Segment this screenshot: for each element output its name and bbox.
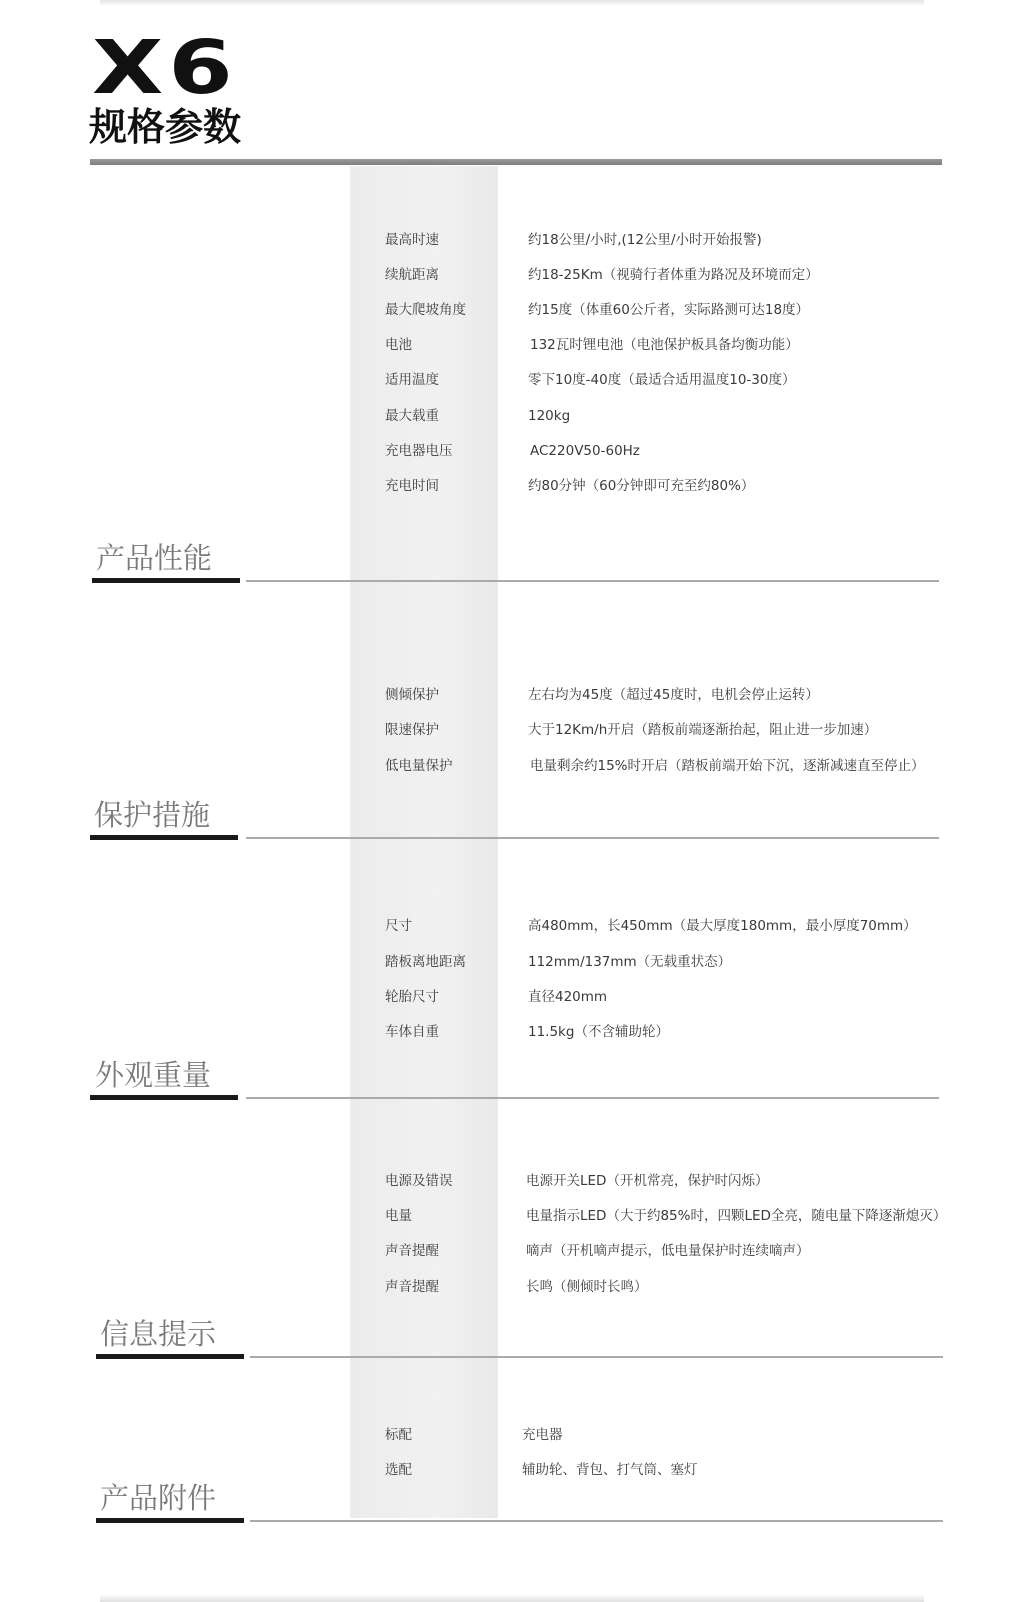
section-divider (246, 580, 939, 582)
page-title: 规格参数 (89, 105, 242, 149)
spec-label: 充电器电压 (385, 443, 453, 459)
bottom-shadow (100, 1594, 924, 1602)
section-divider (246, 837, 939, 839)
section-title-underline (96, 1354, 244, 1359)
spec-value: 充电器 (522, 1427, 563, 1443)
spec-value: 约18公里/小时,(12公里/小时开始报警) (528, 232, 762, 248)
section-title-performance: 产品性能 (96, 541, 213, 575)
spec-value: 电源开关LED（开机常亮，保护时闪烁） (526, 1173, 769, 1189)
spec-value: 11.5kg（不含辅助轮） (528, 1024, 669, 1040)
section-title-appearance: 外观重量 (95, 1058, 212, 1092)
spec-label: 标配 (385, 1427, 412, 1443)
spec-label: 电源及错误 (385, 1173, 453, 1189)
spec-label: 侧倾保护 (385, 687, 439, 703)
spec-label: 选配 (385, 1462, 412, 1478)
spec-label: 踏板离地距离 (385, 954, 466, 970)
header-divider (90, 159, 942, 165)
spec-value: 约18-25Km（视骑行者体重为路况及环境而定） (528, 267, 819, 283)
spec-label: 续航距离 (385, 267, 439, 283)
top-shadow (100, 0, 924, 6)
spec-value: 约80分钟（60分钟即可充至约80%） (528, 478, 755, 494)
spec-label: 车体自重 (385, 1024, 439, 1040)
spec-value: 嘀声（开机嘀声提示，低电量保护时连续嘀声） (526, 1243, 810, 1259)
spec-value: 电量指示LED（大于约85%时，四颗LED全亮，随电量下降逐渐熄灭） (526, 1208, 947, 1224)
model-name: X6 (92, 25, 238, 111)
spec-value: 直径420mm (528, 989, 608, 1005)
spec-value: 120kg (528, 408, 571, 424)
spec-value: 长鸣（侧倾时长鸣） (526, 1279, 648, 1295)
section-divider (246, 1097, 939, 1099)
spec-label: 最高时速 (385, 232, 439, 248)
spec-label: 声音提醒 (385, 1243, 439, 1259)
section-divider (250, 1520, 943, 1522)
section-title-underline (90, 835, 238, 840)
spec-value: 电量剩余约15%时开启（踏板前端开始下沉，逐渐减速直至停止） (530, 758, 925, 774)
spec-value: 112mm/137mm（无载重状态） (528, 954, 732, 970)
section-title-underline (92, 578, 240, 583)
spec-value: 约15度（体重60公斤者，实际路测可达18度） (528, 302, 810, 318)
spec-value: 大于12Km/h开启（踏板前端逐渐抬起，阻止进一步加速） (528, 722, 878, 738)
spec-label: 充电时间 (385, 478, 439, 494)
section-divider (250, 1356, 943, 1358)
spec-label: 限速保护 (385, 722, 439, 738)
spec-label: 适用温度 (385, 372, 439, 388)
spec-value: 高480mm，长450mm（最大厚度180mm，最小厚度70mm） (528, 918, 917, 934)
section-title-protection: 保护措施 (94, 798, 211, 832)
spec-label: 电池 (385, 337, 412, 353)
section-title-underline (96, 1518, 244, 1523)
spec-label: 声音提醒 (385, 1279, 439, 1295)
spec-label: 最大爬坡角度 (385, 302, 466, 318)
spec-label: 电量 (385, 1208, 412, 1224)
spec-label: 尺寸 (385, 918, 412, 934)
spec-value: 左右均为45度（超过45度时，电机会停止运转） (528, 687, 819, 703)
spec-label: 轮胎尺寸 (385, 989, 439, 1005)
spec-value: 零下10度-40度（最适合适用温度10-30度） (528, 372, 796, 388)
section-title-accessories: 产品附件 (100, 1481, 217, 1515)
spec-label: 低电量保护 (385, 758, 453, 774)
spec-value: 辅助轮、背包、打气筒、塞灯 (522, 1462, 698, 1478)
spec-label: 最大载重 (385, 408, 439, 424)
section-title-underline (90, 1095, 238, 1100)
spec-value: AC220V50-60Hz (530, 443, 640, 459)
spec-value: 132瓦时锂电池（电池保护板具备均衡功能） (530, 337, 799, 353)
section-title-notifications: 信息提示 (100, 1317, 217, 1351)
